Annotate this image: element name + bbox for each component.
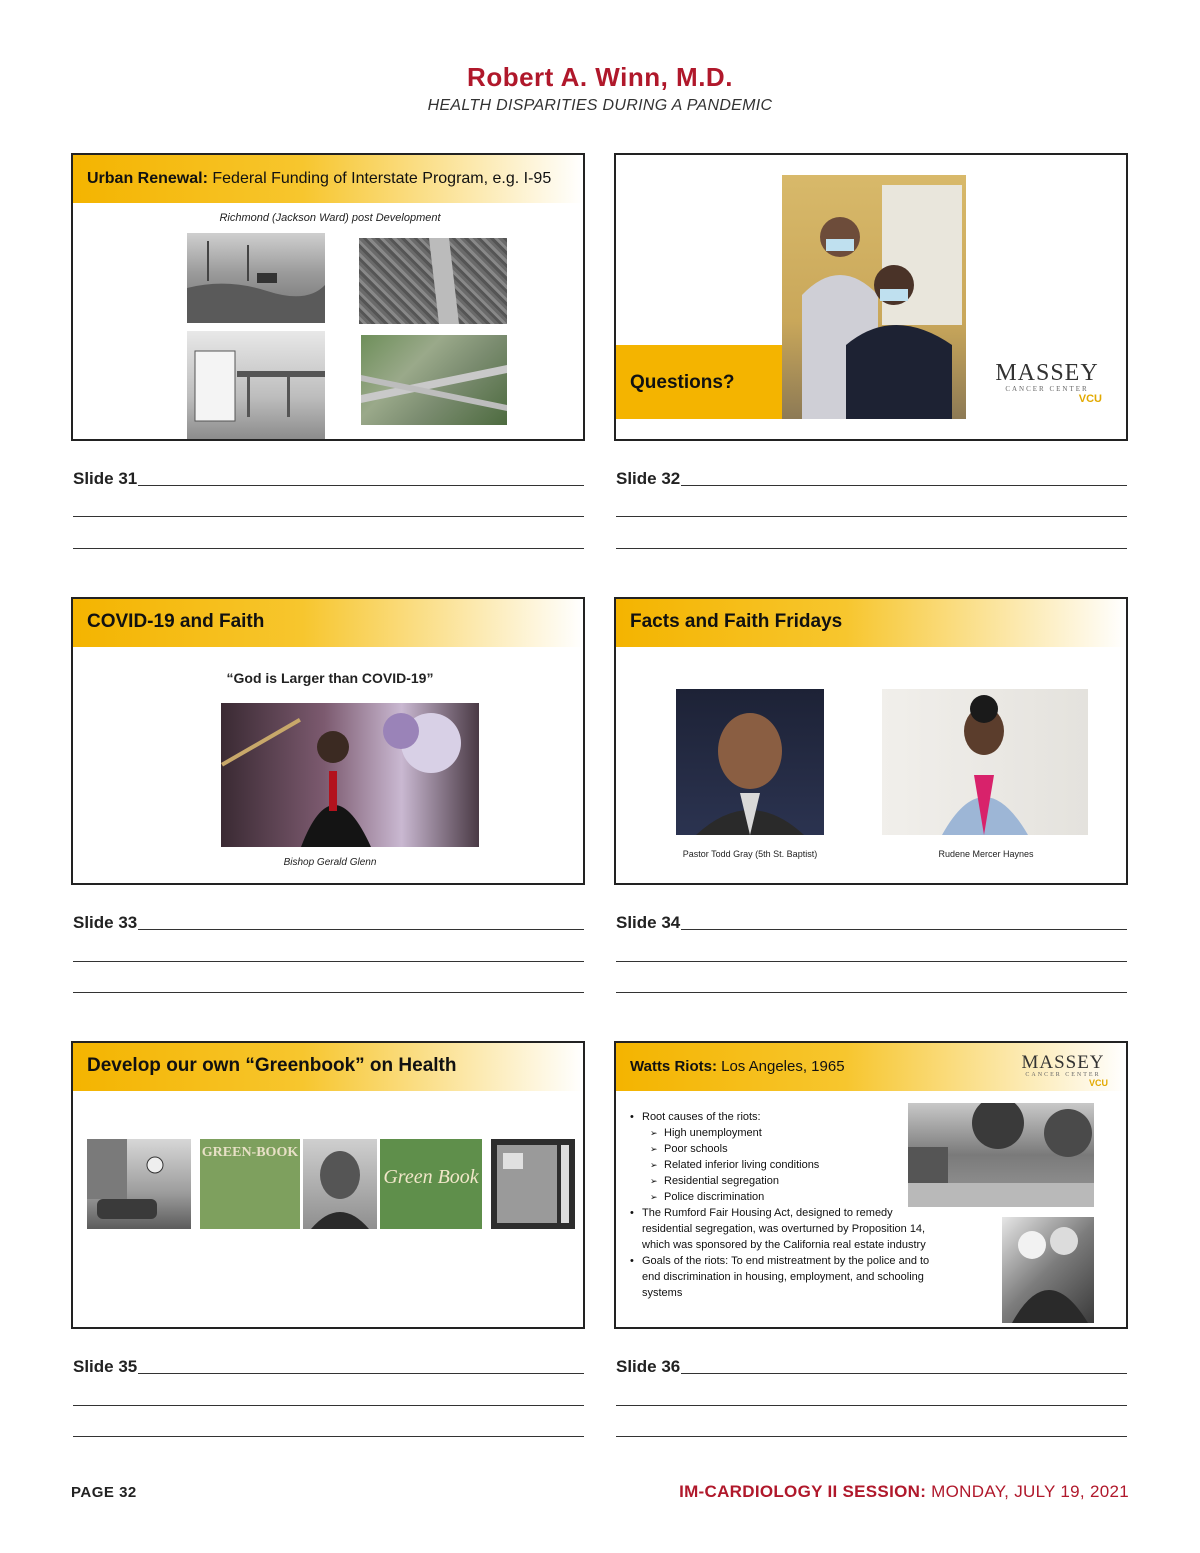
- slide-31-label: Slide 31: [73, 469, 138, 488]
- note-line: [73, 992, 584, 993]
- logo-vcu-text: VCU: [1088, 1078, 1108, 1088]
- slide-32-thumbnail: [614, 153, 1128, 441]
- slide-quote: “God is Larger than COVID-19”: [226, 670, 434, 686]
- slide-title: Develop our own “Greenbook” on Health: [87, 1055, 457, 1076]
- slide-35-label: Slide 35: [73, 1357, 138, 1376]
- victor-green-portrait: [303, 1139, 377, 1229]
- bishop-photo: [221, 703, 479, 847]
- slide-title: Facts and Faith Fridays: [630, 611, 843, 632]
- storefront-photo: [491, 1139, 575, 1229]
- slide-31-thumbnail: [71, 153, 585, 441]
- book-title: GREEN-BOOK: [201, 1145, 299, 1160]
- slide-title-bold: Urban Renewal:: [87, 170, 208, 187]
- massey-logo: [992, 361, 1102, 405]
- slide-title-bold: Watts Riots:: [630, 1058, 717, 1075]
- presentation-subtitle: HEALTH DISPARITIES DURING A PANDEMIC: [427, 97, 773, 114]
- note-line: [616, 516, 1127, 517]
- slide-title-rest: Federal Funding of Interstate Program, e.g. I-95: [207, 170, 552, 187]
- green-book-cover: [200, 1139, 300, 1229]
- session-date: MONDAY, JULY 19, 2021: [926, 1482, 1129, 1501]
- slide-35-thumbnail: [71, 1041, 585, 1329]
- sub-bullet-item: ➢ Police discrimination: [630, 1189, 930, 1205]
- slide-title: COVID-19 and Faith: [87, 611, 265, 632]
- slide-36-thumbnail: [614, 1041, 1128, 1329]
- pastor-caption: Pastor Todd Gray (5th St. Baptist): [682, 849, 818, 859]
- logo-sub-text: CANCER CENTER: [1005, 385, 1089, 393]
- logo-vcu-text: VCU: [1078, 393, 1102, 405]
- logo-main-text: MASSEY: [1021, 1052, 1105, 1073]
- book2-title: Green Book: [383, 1166, 479, 1188]
- bullet-item: • Goals of the riots: To end mistreatment by the police and to end discrimination in housing, employment, and schooling systems: [630, 1253, 942, 1301]
- session-info: [679, 1482, 1129, 1502]
- slide-33-label: Slide 33: [73, 913, 138, 932]
- green-book-guide-cover: [380, 1139, 482, 1229]
- slide-title: [630, 1058, 845, 1075]
- slide-32-label: Slide 32: [616, 469, 681, 488]
- note-line: [138, 929, 584, 930]
- note-line: [616, 992, 1127, 993]
- note-line: [138, 485, 584, 486]
- note-line: [73, 548, 584, 549]
- police-arrest-photo: [1002, 1217, 1094, 1323]
- gas-station-photo: [87, 1139, 191, 1229]
- slide-caption: Bishop Gerald Glenn: [283, 857, 377, 868]
- construction-photo: [187, 233, 325, 323]
- slide-34-thumbnail: [614, 597, 1128, 885]
- note-line: [616, 1405, 1127, 1406]
- bullet-item: • Root causes of the riots:: [630, 1109, 930, 1125]
- note-line: [681, 1373, 1127, 1374]
- sub-bullet-item: ➢ Residential segregation: [630, 1173, 930, 1189]
- note-line: [681, 929, 1127, 930]
- note-line: [616, 961, 1127, 962]
- note-line: [73, 961, 584, 962]
- slide-title: [87, 170, 551, 188]
- note-line: [73, 1436, 584, 1437]
- woman-caption: Rudene Mercer Haynes: [938, 849, 1034, 859]
- slide-33-thumbnail: [71, 597, 585, 885]
- logo-main-text: MASSEY: [995, 360, 1099, 386]
- slide-caption: Richmond (Jackson Ward) post Development: [219, 212, 441, 224]
- riot-bullets: [630, 1109, 930, 1301]
- woman-portrait: [882, 689, 1088, 835]
- sub-bullet-item: ➢ Poor schools: [630, 1141, 930, 1157]
- presenter-name: Robert A. Winn, M.D.: [467, 62, 733, 92]
- highway-sign-photo: [187, 331, 325, 441]
- note-line: [616, 1436, 1127, 1437]
- note-line: [138, 1373, 584, 1374]
- page-number: PAGE 32: [71, 1484, 137, 1501]
- sub-bullet-item: ➢ Related inferior living conditions: [630, 1157, 930, 1173]
- note-line: [616, 548, 1127, 549]
- pastor-portrait: [676, 689, 824, 835]
- aerial-color-photo: [361, 335, 507, 425]
- sub-bullet-item: ➢ High unemployment: [630, 1125, 930, 1141]
- session-name: IM-CARDIOLOGY II SESSION:: [679, 1482, 927, 1501]
- massey-logo: [1018, 1053, 1108, 1088]
- logo-sub-text: CANCER CENTER: [1025, 1072, 1101, 1078]
- note-line: [73, 1405, 584, 1406]
- couple-masked-photo: [782, 175, 966, 419]
- slide-36-label: Slide 36: [616, 1357, 681, 1376]
- slide-title: Questions?: [630, 372, 735, 393]
- aerial-highway-photo: [359, 238, 507, 324]
- note-line: [73, 516, 584, 517]
- note-line: [681, 485, 1127, 486]
- bullet-item: • The Rumford Fair Housing Act, designed to remedy residential segregation, was overturned by Proposition 14, which was sponsored by the California real estate industry: [630, 1205, 942, 1253]
- riot-street-photo: [908, 1103, 1094, 1207]
- slide-34-label: Slide 34: [616, 913, 681, 932]
- slide-title-rest: Los Angeles, 1965: [716, 1058, 845, 1075]
